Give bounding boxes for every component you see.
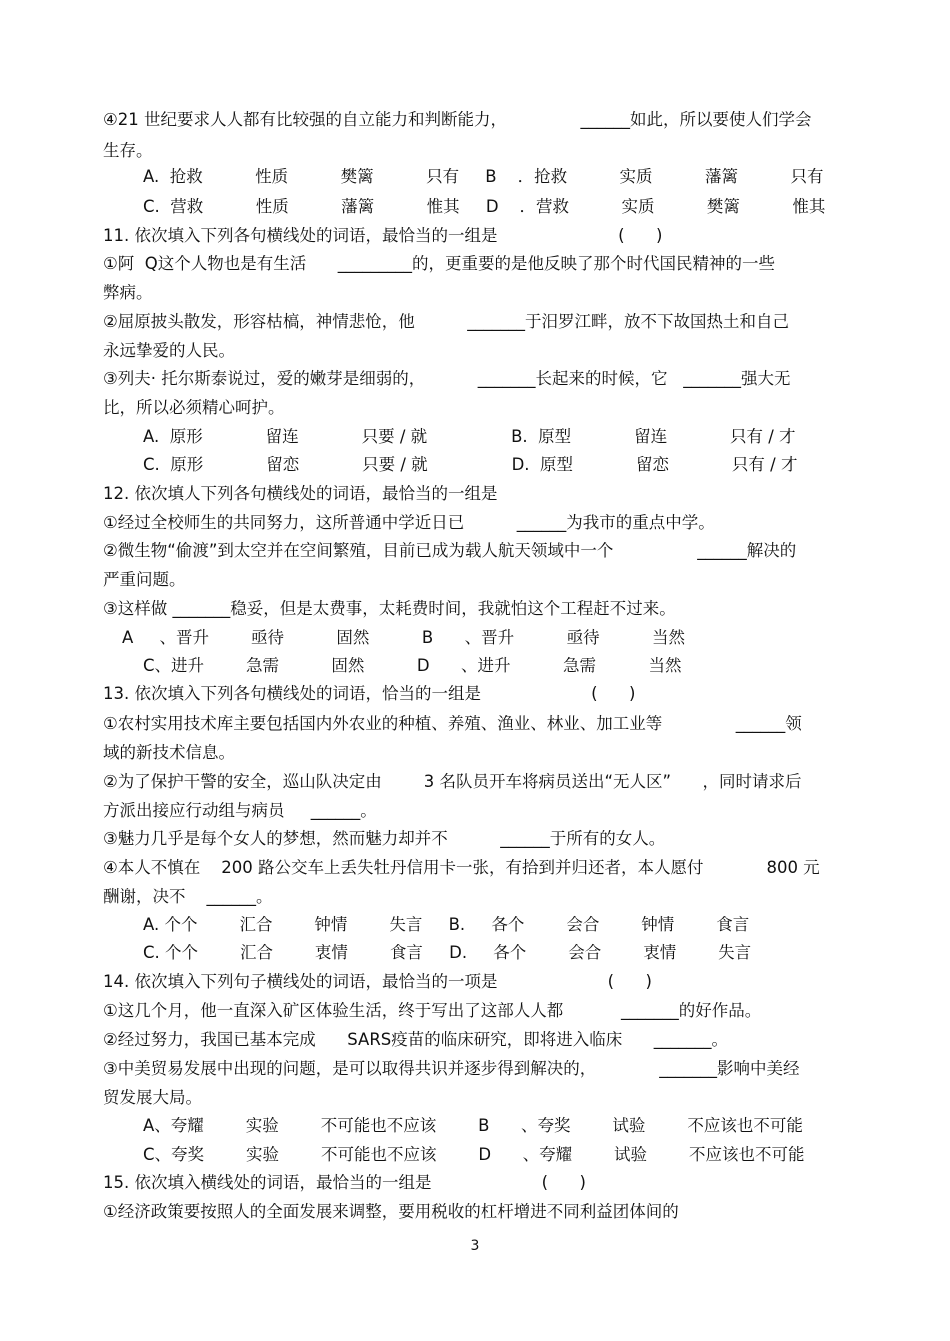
text-line: ④21 世纪要求人人都有比较强的自立能力和判断能力， ______如此，所以要使人们学会 — [103, 110, 812, 129]
text-line: ③魅力几乎是每个女人的梦想，然而魅力却并不 ______于所有的女人。 — [103, 829, 666, 848]
text-line: ②经过努力，我国已基本完成 SARS疫苗的临床研究，即将进入临床 _______。 — [103, 1030, 728, 1049]
text-line: A 、晋升 亟待 固然 B 、晋升 亟待 当然 — [122, 628, 686, 647]
text-line: A、夸耀 实验 不可能也不应该 B 、夸奖 试验 不应该也不可能 — [143, 1116, 803, 1135]
text-line: ③这样做 _______稳妥，但是太费事，太耗费时间，我就怕这个工程赶不过来。 — [103, 599, 676, 618]
text-line: A. 原形 留连 只要 / 就 B. 原型 留连 只有 / 才 — [143, 427, 796, 446]
text-line: ①这几个月，他一直深入矿区体验生活，终于写出了这部人人都 _______的好作品。 — [103, 1001, 762, 1020]
text-line: ③中美贸易发展中出现的问题，是可以取得共识并逐步得到解决的， _______影响中美经 — [103, 1059, 800, 1078]
text-line: ④本人不慎在 200 路公交车上丢失牡丹信用卡一张，有拾到并归还者，本人愿付 800 元 — [103, 858, 820, 877]
text-line: 永远挚爱的人民。 — [103, 341, 235, 360]
text-line: ②为了保护干警的安全，巡山队决定由 3 名队员开车将病员送出“无人区” ，同时请求后 — [103, 772, 802, 791]
text-line: 比，所以必须精心呵护。 — [103, 398, 285, 417]
text-line: ①阿 Q这个人物也是有生活 _________的，更重要的是他反映了那个时代国民精神的一些 — [103, 254, 775, 273]
text-line: C. 原形 留恋 只要 / 就 D. 原型 留恋 只有 / 才 — [143, 455, 798, 474]
text-line: ②屈原披头散发，形容枯槁，神情悲怆，他 _______于汨罗江畔，放不下故国热土和自己 — [103, 312, 789, 331]
text-line: ①经济政策要按照人的全面发展来调整，要用税收的杠杆增进不同利益团体间的 — [103, 1202, 679, 1221]
text-line: 方派出接应行动组与病员 ______。 — [103, 801, 377, 820]
text-line: C、夸奖 实验 不可能也不应该 D 、夸耀 试验 不应该也不可能 — [143, 1145, 805, 1164]
text-line: C. 个个 汇合 衷情 食言 D. 各个 会合 衷情 失言 — [143, 943, 752, 962]
text-line: 域的新技术信息。 — [103, 743, 235, 762]
text-line: C. 营救 性质 藩篱 惟其 D ．营救 实质 樊篱 惟其 — [143, 197, 826, 216]
text-line: A. 个个 汇合 钟情 失言 B. 各个 会合 钟情 食言 — [143, 915, 750, 934]
text-line: C、进升 急需 固然 D 、进升 急需 当然 — [143, 656, 682, 675]
page-number: 3 — [470, 1238, 480, 1254]
text-line: 14. 依次填入下列句子横线处的词语，最恰当的一项是 ( ) — [103, 972, 652, 991]
text-line: 严重问题。 — [103, 570, 186, 589]
text-line: 弊病。 — [103, 283, 153, 302]
text-line: ②微生物“偷渡”到太空并在空间繁殖，目前已成为载人航天领域中一个 ______解决的 — [103, 541, 797, 560]
text-line: 酬谢，决不 ______。 — [103, 887, 273, 906]
text-line: 贸发展大局。 — [103, 1088, 202, 1107]
text-line: 12. 依次填人下列各句横线处的词语，最恰当的一组是 — [103, 484, 498, 503]
text-line: ③列夫· 托尔斯泰说过，爱的嫩芽是细弱的， _______长起来的时候，它 _______强大无 — [103, 369, 791, 388]
text-line: A. 抢救 性质 樊篱 只有 B ．抢救 实质 藩篱 只有 — [143, 167, 824, 186]
text-line: 生存。 — [103, 141, 153, 160]
text-line: 13. 依次填入下列各句横线处的词语，恰当的一组是 ( ) — [103, 684, 636, 703]
text-line: ①经过全校师生的共同努力，这所普通中学近日已 ______为我市的重点中学。 — [103, 513, 715, 532]
text-line: 15. 依次填入横线处的词语，最恰当的一组是 ( ) — [103, 1173, 586, 1192]
text-line: ①农村实用技术库主要包括国内外农业的种植、养殖、渔业、林业、加工业等 ______领 — [103, 714, 802, 733]
text-line: 11. 依次填入下列各句横线处的词语，最恰当的一组是 ( ) — [103, 226, 663, 245]
